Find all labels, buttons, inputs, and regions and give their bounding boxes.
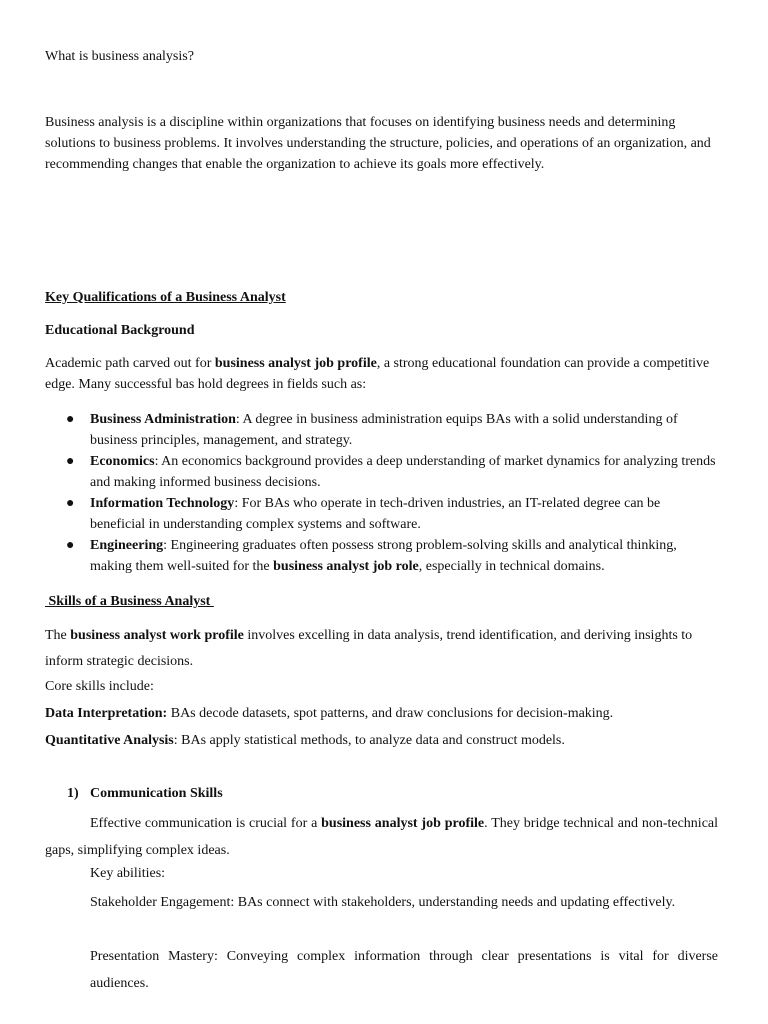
bullet-icon: ●: [66, 412, 75, 427]
presentation-line: Presentation Mastery: Conveying complex information through clear presentations is vital for diverse audiences.: [90, 949, 718, 991]
education-paragraph: Academic path carved out for business analyst job profile, a strong educational foundation can provide a competitive edge. Many successful bas hold degrees in fields such as:: [45, 356, 710, 392]
question-heading: What is business analysis?: [45, 49, 194, 64]
skills-paragraph: The business analyst work profile involves excelling in data analysis, trend identification, and deriving insights to inform strategic decisions.: [45, 628, 693, 669]
degree-list: [45, 409, 718, 577]
list-item: ● Economics: An economics background provides a deep understanding of market dynamics for analyzing trends and making informed business decisions.: [45, 451, 718, 493]
skills-heading: Skills of a Business Analyst: [45, 594, 214, 609]
data-interpretation-line: Data Interpretation: BAs decode datasets, spot patterns, and draw conclusions for decision-making.: [45, 706, 614, 721]
core-skills-label: Core skills include:: [45, 679, 154, 694]
quantitative-analysis-line: Quantitative Analysis: BAs apply statistical methods, to analyze data and construct models.: [45, 733, 565, 748]
qualifications-heading: Key Qualifications of a Business Analyst: [45, 290, 286, 305]
bullet-icon: ●: [66, 496, 75, 511]
education-heading: Educational Background: [45, 323, 195, 338]
list-item: ● Engineering: Engineering graduates often possess strong problem-solving skills and analytical thinking, making them well-suited for the business analyst job role, especially in technical domains.: [45, 535, 718, 577]
bullet-icon: ●: [66, 454, 75, 469]
key-abilities-label: Key abilities:: [90, 866, 166, 881]
list-item: ● Business Administration: A degree in business administration equips BAs with a solid understanding of business principles, management, and strategy.: [45, 409, 718, 451]
list-number: 1): [67, 786, 79, 801]
bullet-icon: ●: [66, 538, 75, 553]
list-item: ● Information Technology: For BAs who operate in tech-driven industries, an IT-related degree can be beneficial in understanding complex systems and software.: [45, 493, 718, 535]
communication-paragraph: Effective communication is crucial for a business analyst job profile. They bridge technical and non-technical gaps, simplifying complex ideas.: [45, 816, 719, 858]
intro-paragraph: Business analysis is a discipline within organizations that focuses on identifying business needs and determining solutions to business problems. It involves understanding the structure, policies, and operations of an organization, and recommending changes that enable the organization to achieve its goals more effectively.: [45, 115, 711, 172]
stakeholder-line: Stakeholder Engagement: BAs connect with stakeholders, understanding needs and updating effectively.: [90, 895, 676, 910]
